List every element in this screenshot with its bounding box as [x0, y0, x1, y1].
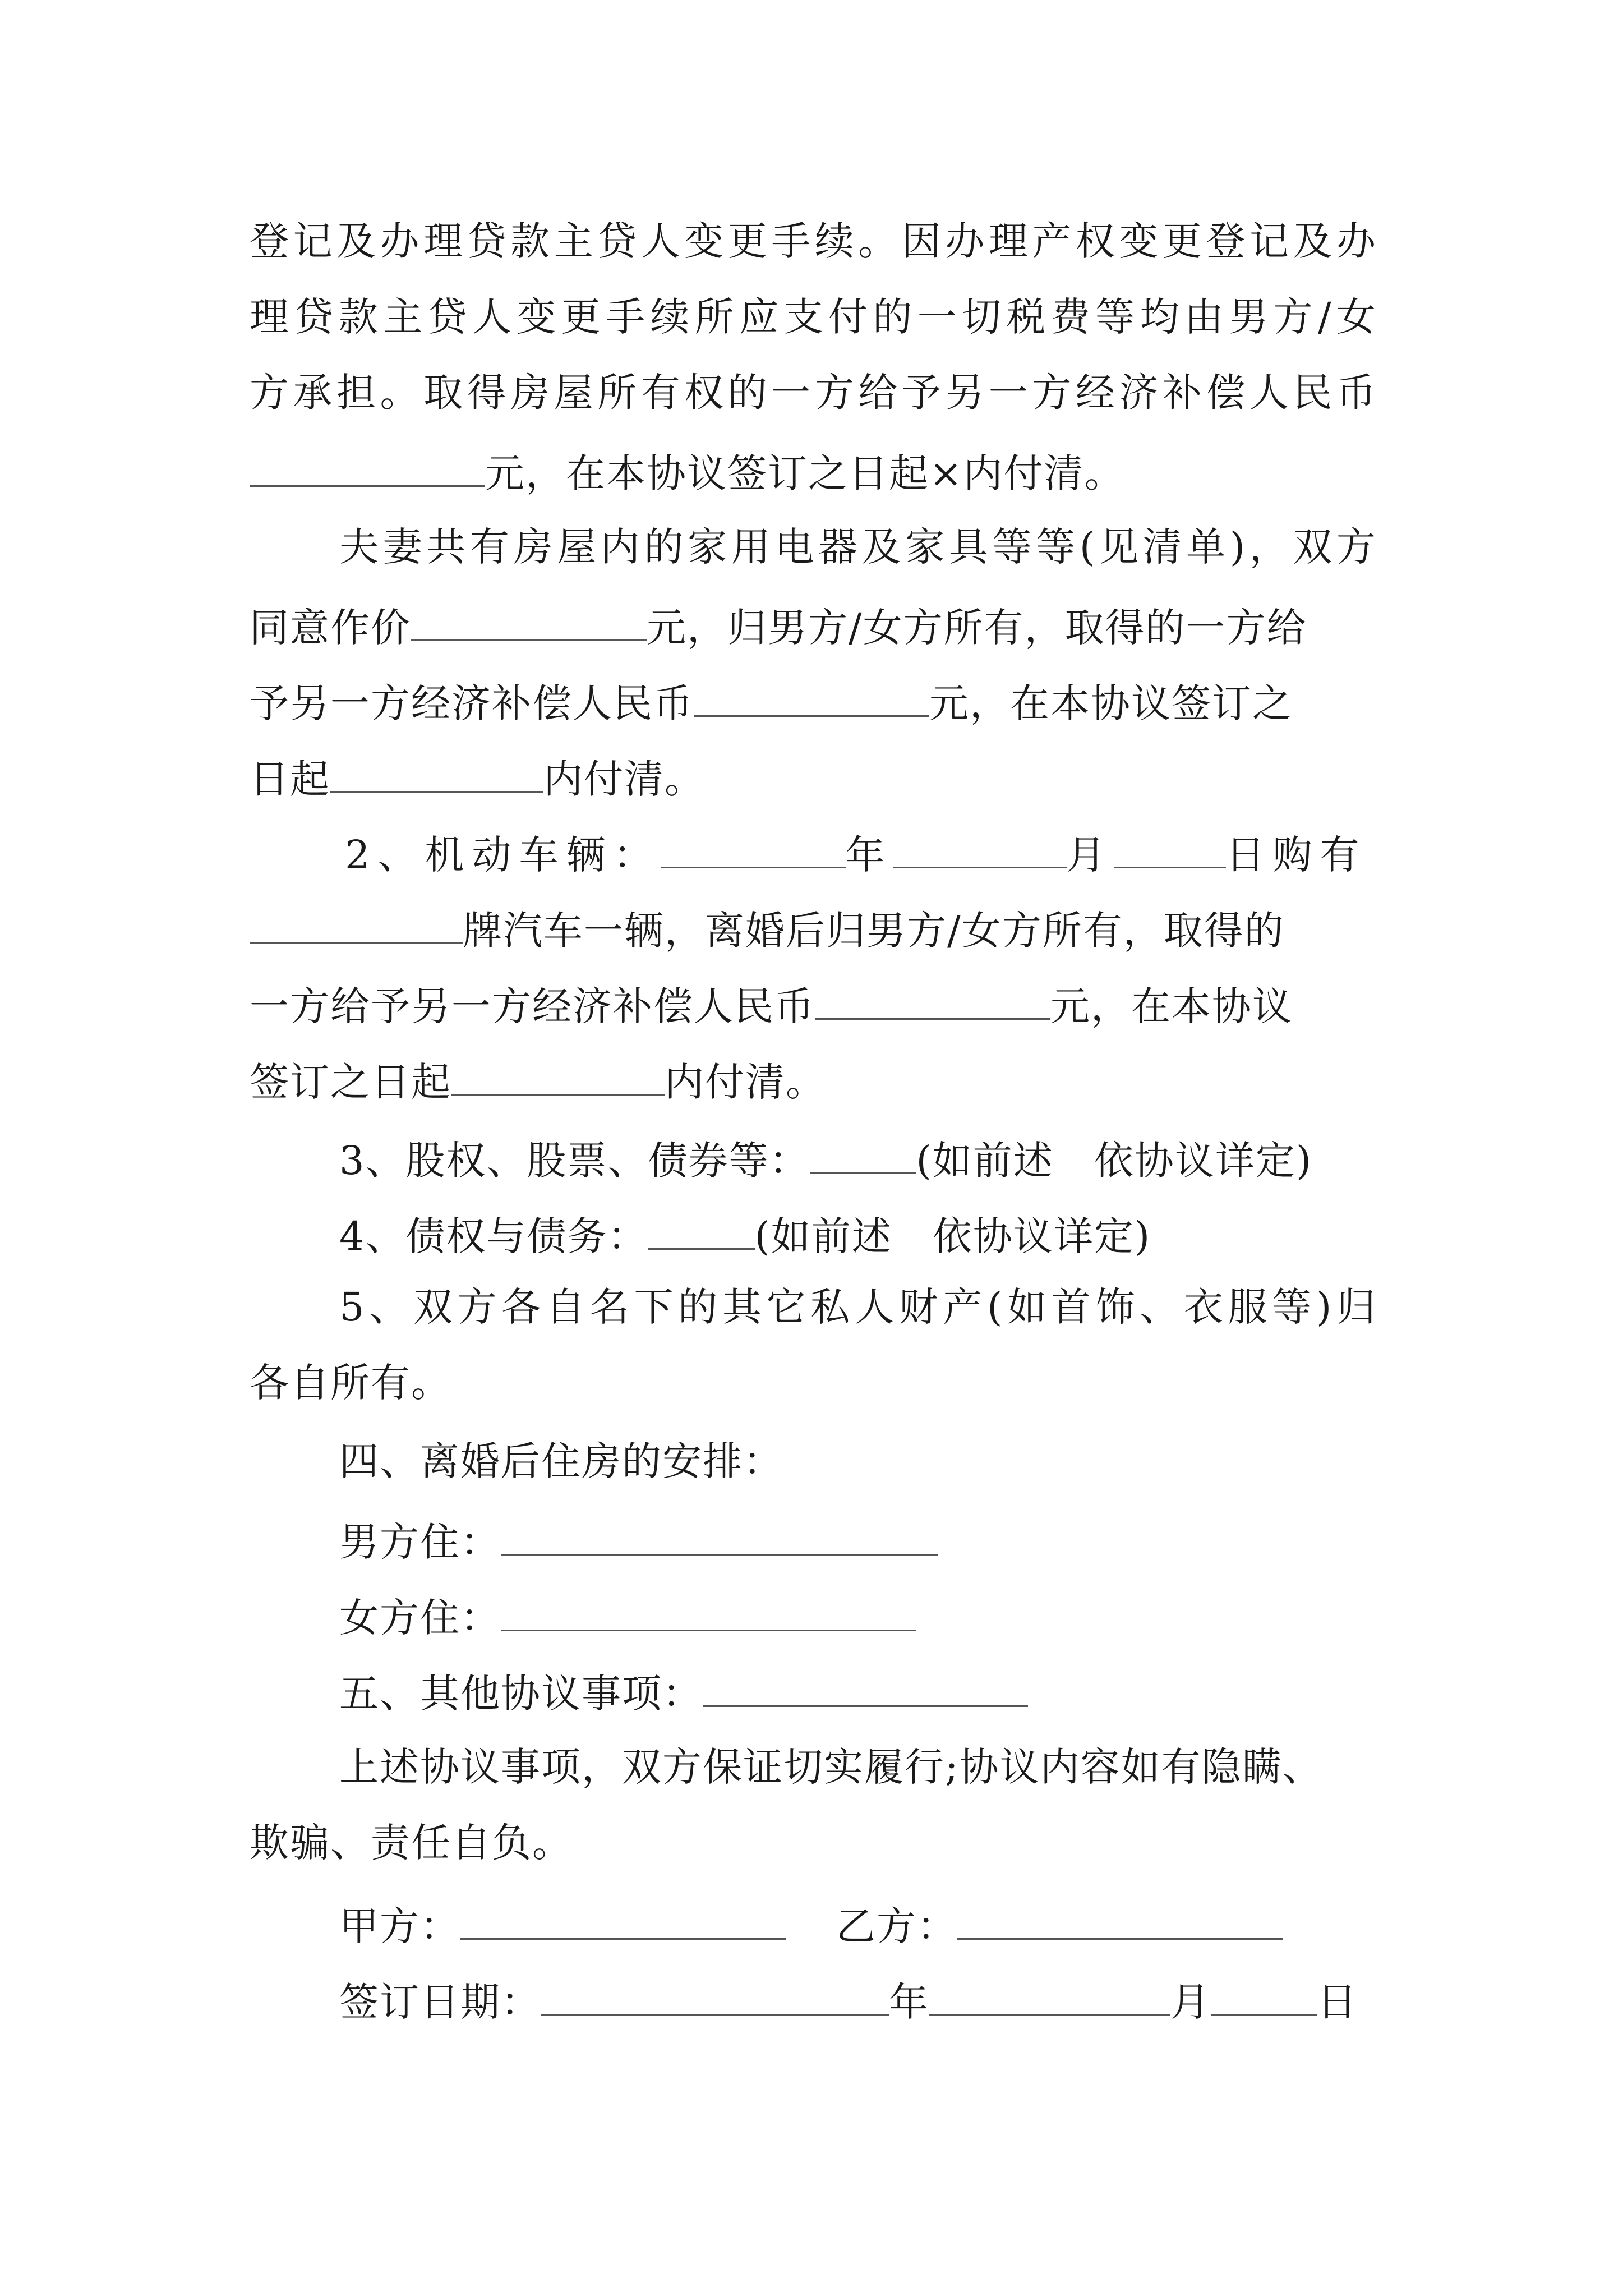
paragraph-line — [250, 670, 1293, 732]
paragraph-line — [339, 1509, 938, 1571]
paragraph-line — [250, 213, 1377, 275]
paragraph-line — [250, 898, 1285, 959]
text: 月 — [1066, 832, 1114, 878]
text: 各自所有。 — [250, 1360, 451, 1406]
text: 签订之日起 — [250, 1059, 451, 1105]
paragraph-line — [250, 1049, 826, 1111]
text: 内付清。 — [543, 756, 705, 802]
fill-blank[interactable] — [661, 822, 846, 868]
party-b-signature-blank[interactable] — [957, 1893, 1283, 1940]
paragraph-line — [339, 1585, 916, 1646]
text: 月 — [1170, 1979, 1211, 2025]
paragraph-line — [339, 1279, 1377, 1341]
text: 日 — [1317, 1979, 1358, 2025]
fill-blank[interactable] — [703, 1660, 1028, 1707]
fill-blank[interactable] — [694, 670, 929, 717]
party-a-signature-blank[interactable] — [460, 1893, 786, 1940]
paragraph-line — [250, 365, 1377, 426]
fill-blank[interactable] — [893, 822, 1067, 868]
paragraph-line — [339, 519, 1377, 581]
text: 夫妻共有房屋内的家用电器及家具等等(见清单)，双方 — [339, 524, 1377, 570]
text: 五、其他协议事项： — [339, 1671, 703, 1717]
day-blank[interactable] — [1211, 1969, 1317, 2016]
text: 牌汽车一辆，离婚后归男方/女方所有，取得的 — [463, 908, 1285, 954]
text: 女方住： — [339, 1595, 501, 1641]
text: 登记及办理贷款主贷人变更手续。因办理产权变更登记及办 — [250, 218, 1377, 264]
text: 4、债权与债务： — [339, 1213, 648, 1259]
fill-blank[interactable] — [810, 1128, 916, 1174]
paragraph-line — [339, 1739, 1323, 1801]
text: 元，在本协议签订之 — [929, 680, 1293, 726]
paragraph-line — [250, 973, 1293, 1035]
text: 一方给予另一方经济补偿人民币 — [250, 983, 815, 1029]
paragraph-line — [250, 440, 1125, 502]
text: 年 — [845, 832, 893, 878]
text: (如前述 依协议详定) — [916, 1138, 1313, 1184]
text: 年 — [889, 1979, 929, 2025]
fill-blank[interactable] — [501, 1509, 938, 1556]
text: 四、离婚后住房的安排： — [339, 1438, 783, 1484]
text: 元，归男方/女方所有，取得的一方给 — [647, 605, 1307, 651]
text: 日购有 — [1225, 832, 1367, 878]
fill-blank[interactable] — [501, 1585, 916, 1631]
text: 内付清。 — [665, 1059, 826, 1105]
text: 同意作价 — [250, 605, 411, 651]
paragraph-line — [339, 1128, 1312, 1189]
fill-blank[interactable] — [451, 1049, 665, 1096]
fill-blank[interactable] — [250, 440, 485, 487]
sign-date-label: 签订日期： — [339, 1979, 541, 2025]
section-heading — [339, 1660, 1028, 1722]
text: 男方住： — [339, 1519, 501, 1565]
party-a-label: 甲方： — [339, 1903, 460, 1949]
text: 欺骗、责任自负。 — [250, 1820, 573, 1866]
text: 5、双方各自名下的其它私人财产(如首饰、衣服等)归 — [339, 1284, 1377, 1330]
paragraph-line — [250, 595, 1307, 656]
paragraph-line — [345, 822, 1367, 884]
text: 日起 — [250, 756, 330, 802]
party-b-label: 乙方： — [836, 1903, 957, 1949]
paragraph-line — [339, 1203, 1151, 1265]
fill-blank[interactable] — [330, 746, 543, 793]
fill-blank[interactable] — [1114, 822, 1226, 868]
paragraph-line — [250, 1815, 573, 1876]
signature-line — [339, 1893, 1283, 1955]
text: 方承担。取得房屋所有权的一方给予另一方经济补偿人民币 — [250, 370, 1377, 416]
section-heading — [339, 1433, 783, 1495]
month-blank[interactable] — [929, 1969, 1170, 2016]
text: 上述协议事项，双方保证切实履行;协议内容如有隐瞒、 — [339, 1744, 1323, 1790]
text: 2、机动车辆： — [345, 832, 661, 878]
text: 元，在本协议签订之日起×内付清。 — [485, 450, 1125, 496]
fill-blank[interactable] — [648, 1203, 755, 1250]
year-blank[interactable] — [541, 1969, 889, 2016]
paragraph-line — [250, 289, 1377, 351]
text: 3、股权、股票、债券等： — [339, 1138, 810, 1184]
paragraph-line — [250, 1355, 451, 1416]
sign-date-line — [339, 1969, 1358, 2031]
fill-blank[interactable] — [411, 595, 647, 641]
fill-blank[interactable] — [250, 898, 463, 944]
text: 予另一方经济补偿人民币 — [250, 680, 694, 726]
text: (如前述 依协议详定) — [754, 1213, 1151, 1259]
text: 理贷款主贷人变更手续所应支付的一切税费等均由男方/女 — [250, 294, 1377, 340]
paragraph-line — [250, 746, 705, 808]
fill-blank[interactable] — [815, 973, 1050, 1020]
text: 元，在本协议 — [1050, 983, 1293, 1029]
